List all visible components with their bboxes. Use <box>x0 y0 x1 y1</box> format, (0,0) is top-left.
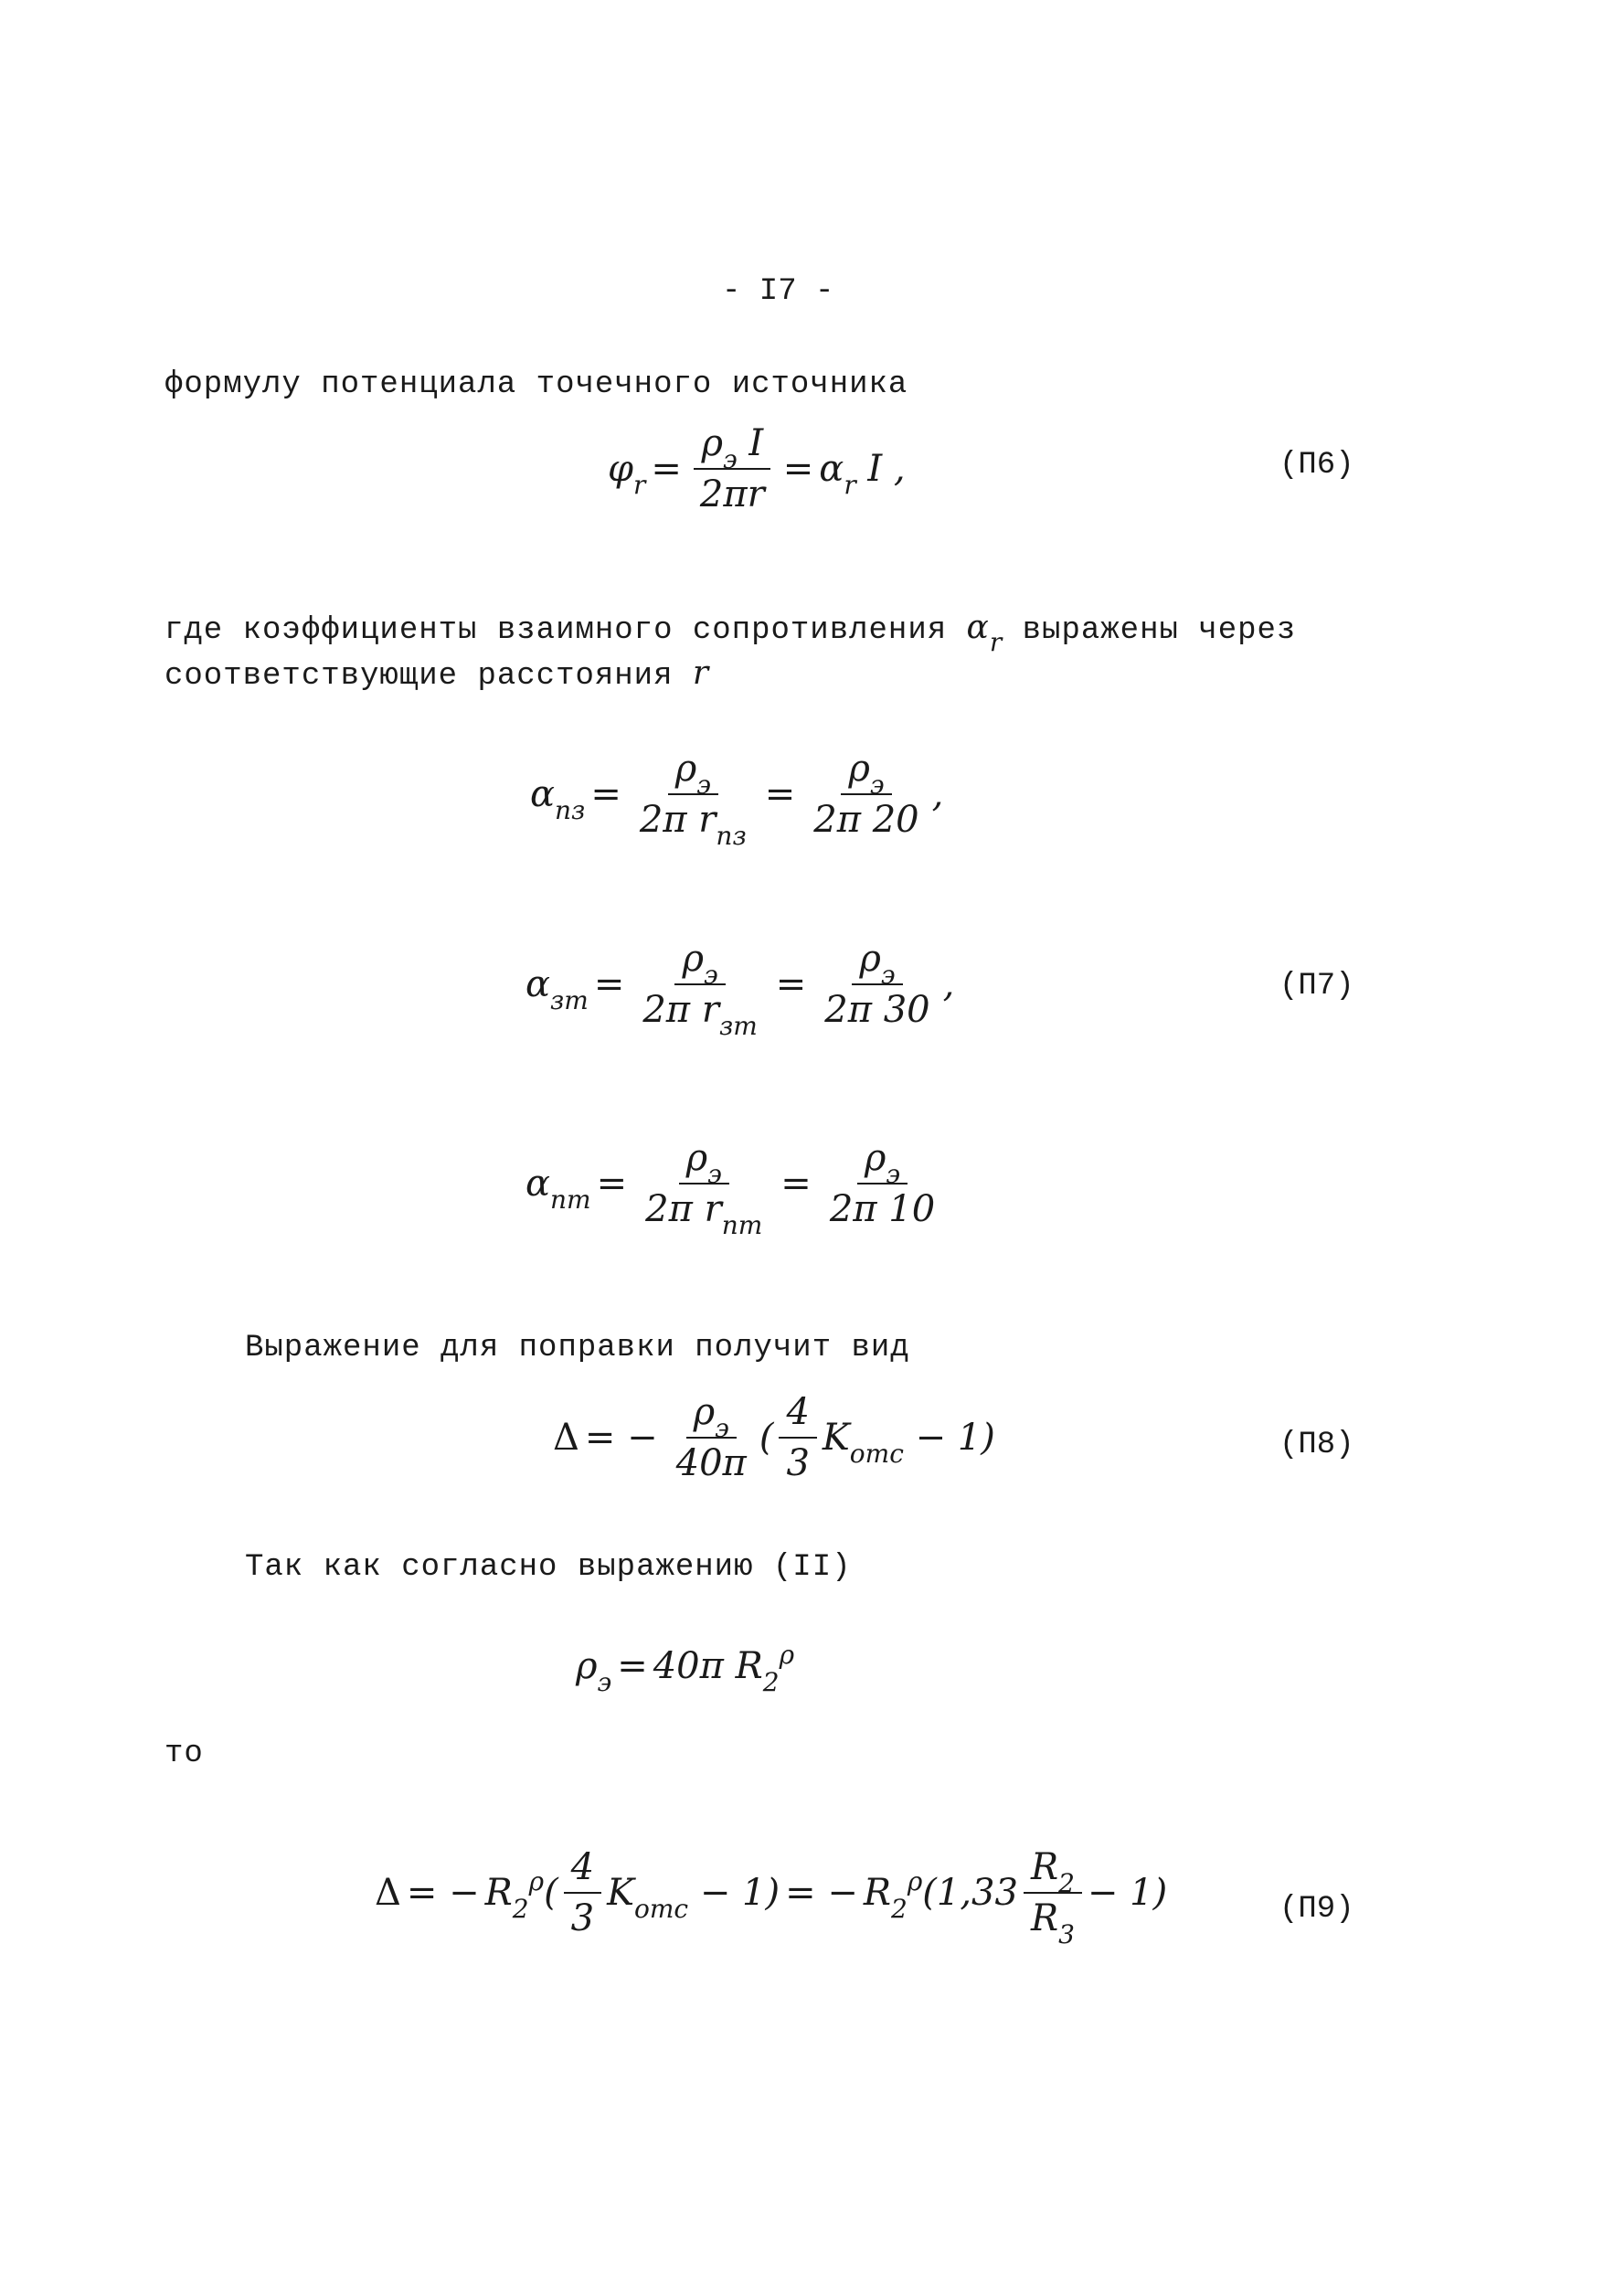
paragraph-according-to: Так как согласно выражению (II) <box>245 1550 852 1585</box>
paragraph-distances-text: соответствующие расстояния <box>165 659 674 694</box>
formula-p7-line1: $\alpha_{пз}$ = $\frac{\rho_э}{2\pi r_{пз}}$ = $\frac{\rho_э}{2\pi 20}$ , <box>530 748 944 851</box>
equation-number-p7: (П7) <box>1279 969 1354 1004</box>
alpha-r-symbol: $\alpha_r$ <box>966 609 1003 657</box>
formula-p9: Δ = − $R_2^\rho$ ( $\frac{4}{3}$ $K_{отс} - 1$) = − $R_2^\rho$ (1,33 $\frac{R_2}{R_3}$ − 1) <box>375 1846 1168 1949</box>
formula-p8: Δ = − $\frac{\rho_э}{40\pi}$ ( $\frac{4}{3}$ $K_{отс} - 1$) <box>553 1391 995 1484</box>
formula-p7-line2: $\alpha_{зт}$ = $\frac{\rho_э}{2\pi r_{зт}}$ = $\frac{\rho_э}{2\pi 30}$ , <box>525 938 955 1041</box>
equation-number-p6: (П6) <box>1279 448 1354 483</box>
equation-number-p8: (П8) <box>1279 1428 1354 1462</box>
paragraph-correction: Выражение для поправки получит вид <box>245 1331 910 1365</box>
paragraph-coefficients-text-start: где коэффициенты взаимного сопротивления <box>165 613 948 648</box>
paragraph-coefficients-text-end: выражены через <box>1022 613 1297 648</box>
paragraph-then: то <box>165 1737 204 1771</box>
paragraph-distances <box>165 654 709 694</box>
paragraph-coefficients <box>165 609 1297 657</box>
formula-p7-line3: $\alpha_{пт}$ = $\frac{\rho_э}{2\pi r_{пт}}$ = $\frac{\rho_э}{2\pi 10}$ <box>525 1137 936 1240</box>
formula-rho: $\rho_э$ = 40π $R_2^\rho$ <box>576 1640 795 1697</box>
r-symbol: r <box>692 654 710 692</box>
page-number: - I7 - <box>722 274 834 309</box>
paragraph-potential-formula: формулу потенциала точечного источника <box>165 367 908 402</box>
formula-p6: $\varphi_r$ = $\frac{\rho_э I}{2\pi r}$ = $\alpha_r$ I , <box>608 422 906 515</box>
equation-number-p9: (П9) <box>1279 1892 1354 1927</box>
